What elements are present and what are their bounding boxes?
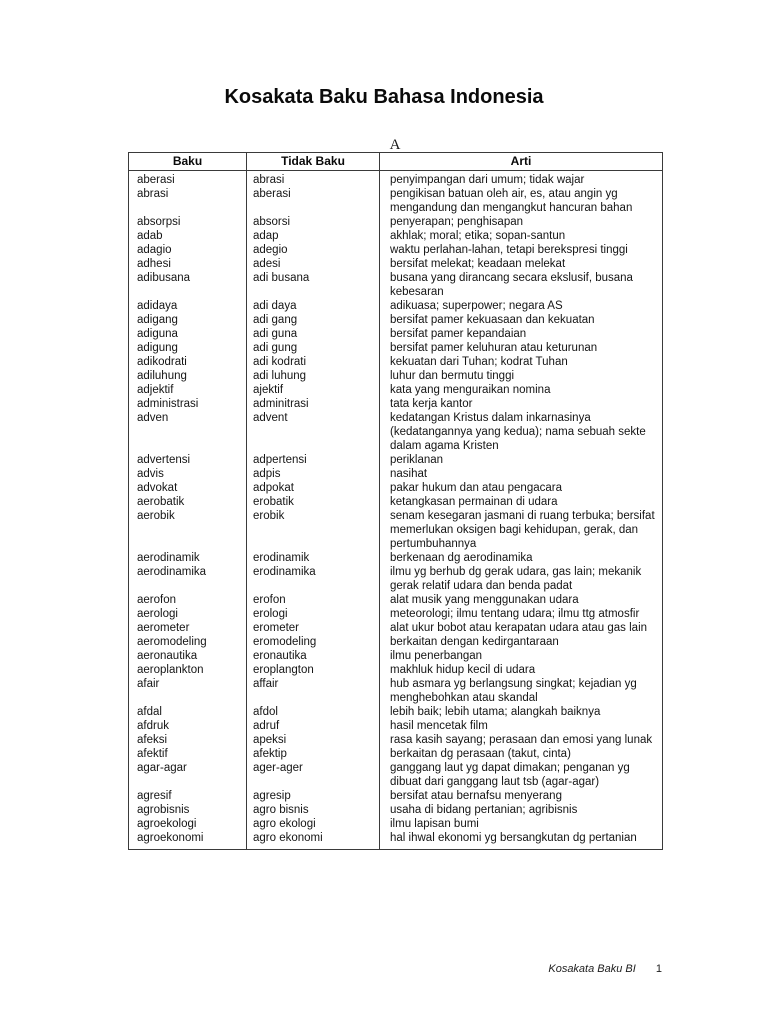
baku-cell: advokat: [129, 481, 247, 495]
tidak-baku-cell: eroplangton: [247, 663, 380, 677]
table-row: [129, 635, 663, 649]
table-row: [129, 831, 663, 850]
column-header-tidak-baku: Tidak Baku: [247, 153, 380, 171]
tidak-baku-cell: apeksi: [247, 733, 380, 747]
tidak-baku-cell: absorsi: [247, 215, 380, 229]
arti-cell: akhlak; moral; etika; sopan-santun: [380, 229, 663, 243]
baku-cell: aerofon: [129, 593, 247, 607]
table-row: [129, 663, 663, 677]
table-row: [129, 719, 663, 733]
table-row: [129, 313, 663, 327]
table-row: [129, 565, 663, 593]
arti-cell: kata yang menguraikan nomina: [380, 383, 663, 397]
table-row: [129, 789, 663, 803]
arti-cell: hal ihwal ekonomi yg bersangkutan dg pertanian: [380, 831, 663, 850]
baku-cell: aerodinamik: [129, 551, 247, 565]
table-row: [129, 677, 663, 705]
tidak-baku-cell: erobik: [247, 509, 380, 551]
baku-cell: adiluhung: [129, 369, 247, 383]
arti-cell: ketangkasan permainan di udara: [380, 495, 663, 509]
table-row: [129, 271, 663, 299]
baku-cell: adigung: [129, 341, 247, 355]
arti-cell: kekuatan dari Tuhan; kodrat Tuhan: [380, 355, 663, 369]
tidak-baku-cell: affair: [247, 677, 380, 705]
tidak-baku-cell: adi kodrati: [247, 355, 380, 369]
baku-cell: adhesi: [129, 257, 247, 271]
footer-page-number: 1: [655, 963, 662, 975]
arti-cell: ilmu penerbangan: [380, 649, 663, 663]
arti-cell: kedatangan Kristus dalam inkarnasinya (kedatangannya yang kedua); nama sebuah sekte dalam agama Kristen: [380, 411, 663, 453]
arti-cell: bersifat pamer kekuasaan dan kekuatan: [380, 313, 663, 327]
arti-cell: meteorologi; ilmu tentang udara; ilmu ttg atmosfir: [380, 607, 663, 621]
tidak-baku-cell: adegio: [247, 243, 380, 257]
page-title: Kosakata Baku Bahasa Indonesia: [224, 86, 544, 108]
baku-cell: advis: [129, 467, 247, 481]
table-row: [129, 229, 663, 243]
arti-cell: berkaitan dengan kedirgantaraan: [380, 635, 663, 649]
table-row: [129, 705, 663, 719]
baku-cell: agroekonomi: [129, 831, 247, 850]
baku-cell: advertensi: [129, 453, 247, 467]
arti-cell: bersifat melekat; keadaan melekat: [380, 257, 663, 271]
page-footer: [548, 962, 662, 976]
baku-cell: aerobik: [129, 509, 247, 551]
table-row: [129, 649, 663, 663]
baku-cell: aerodinamika: [129, 565, 247, 593]
baku-cell: aerometer: [129, 621, 247, 635]
tidak-baku-cell: erometer: [247, 621, 380, 635]
arti-cell: waktu perlahan-lahan, tetapi berekspresi tinggi: [380, 243, 663, 257]
arti-cell: ilmu yg berhub dg gerak udara, gas lain; mekanik gerak relatif udara dan benda padat: [380, 565, 663, 593]
baku-cell: aeroplankton: [129, 663, 247, 677]
table-row: [129, 171, 663, 188]
baku-cell: aeromodeling: [129, 635, 247, 649]
baku-cell: aberasi: [129, 171, 247, 188]
baku-cell: absorpsi: [129, 215, 247, 229]
tidak-baku-cell: erodinamika: [247, 565, 380, 593]
tidak-baku-cell: adi busana: [247, 271, 380, 299]
arti-cell: luhur dan bermutu tinggi: [380, 369, 663, 383]
arti-cell: adikuasa; superpower; negara AS: [380, 299, 663, 313]
baku-cell: agroekologi: [129, 817, 247, 831]
arti-cell: hub asmara yg berlangsung singkat; kejadian yg menghebohkan atau skandal: [380, 677, 663, 705]
table-row: [129, 761, 663, 789]
tidak-baku-cell: adi luhung: [247, 369, 380, 383]
tidak-baku-cell: adi gung: [247, 341, 380, 355]
baku-cell: adagio: [129, 243, 247, 257]
tidak-baku-cell: adi guna: [247, 327, 380, 341]
table-row: [129, 593, 663, 607]
baku-cell: adiguna: [129, 327, 247, 341]
table-row: [129, 467, 663, 481]
tidak-baku-cell: adpokat: [247, 481, 380, 495]
arti-cell: penyerapan; penghisapan: [380, 215, 663, 229]
arti-cell: lebih baik; lebih utama; alangkah baiknya: [380, 705, 663, 719]
arti-cell: nasihat: [380, 467, 663, 481]
table-row: [129, 509, 663, 551]
table-row: [129, 621, 663, 635]
table-row: [129, 187, 663, 215]
table-row: [129, 803, 663, 817]
column-header-arti: Arti: [380, 153, 663, 171]
tidak-baku-cell: adpis: [247, 467, 380, 481]
baku-cell: aerobatik: [129, 495, 247, 509]
baku-cell: aeronautika: [129, 649, 247, 663]
arti-cell: busana yang dirancang secara ekslusif, busana kebesaran: [380, 271, 663, 299]
tidak-baku-cell: afdol: [247, 705, 380, 719]
baku-cell: afair: [129, 677, 247, 705]
arti-cell: ganggang laut yg dapat dimakan; penganan yg dibuat dari ganggang laut tsb (agar-agar): [380, 761, 663, 789]
baku-cell: abrasi: [129, 187, 247, 215]
arti-cell: pakar hukum dan atau pengacara: [380, 481, 663, 495]
arti-cell: usaha di bidang pertanian; agribisnis: [380, 803, 663, 817]
vocabulary-table: [128, 152, 663, 850]
tidak-baku-cell: eromodeling: [247, 635, 380, 649]
baku-cell: agar-agar: [129, 761, 247, 789]
tidak-baku-cell: erologi: [247, 607, 380, 621]
tidak-baku-cell: afektip: [247, 747, 380, 761]
table-row: [129, 327, 663, 341]
tidak-baku-cell: aberasi: [247, 187, 380, 215]
tidak-baku-cell: erofon: [247, 593, 380, 607]
baku-cell: afdal: [129, 705, 247, 719]
tidak-baku-cell: eronautika: [247, 649, 380, 663]
baku-cell: afdruk: [129, 719, 247, 733]
arti-cell: tata kerja kantor: [380, 397, 663, 411]
arti-cell: hasil mencetak film: [380, 719, 663, 733]
table-row: [129, 453, 663, 467]
footer-document-title: Kosakata Baku BI: [548, 963, 636, 975]
arti-cell: ilmu lapisan bumi: [380, 817, 663, 831]
vocabulary-table-header: [129, 153, 663, 171]
tidak-baku-cell: agro ekologi: [247, 817, 380, 831]
tidak-baku-cell: erodinamik: [247, 551, 380, 565]
arti-cell: alat ukur bobot atau kerapatan udara atau gas lain: [380, 621, 663, 635]
arti-cell: periklanan: [380, 453, 663, 467]
table-row: [129, 495, 663, 509]
section-letter: A: [389, 137, 401, 153]
table-row: [129, 481, 663, 495]
baku-cell: agresif: [129, 789, 247, 803]
arti-cell: berkaitan dg perasaan (takut, cinta): [380, 747, 663, 761]
tidak-baku-cell: adi daya: [247, 299, 380, 313]
tidak-baku-cell: adpertensi: [247, 453, 380, 467]
table-row: [129, 817, 663, 831]
table-row: [129, 607, 663, 621]
vocabulary-table-body: [129, 171, 663, 850]
baku-cell: adigang: [129, 313, 247, 327]
header-row: [129, 153, 663, 171]
table-row: [129, 341, 663, 355]
table-row: [129, 299, 663, 313]
table-row: [129, 397, 663, 411]
tidak-baku-cell: abrasi: [247, 171, 380, 188]
table-row: [129, 257, 663, 271]
arti-cell: penyimpangan dari umum; tidak wajar: [380, 171, 663, 188]
arti-cell: alat musik yang menggunakan udara: [380, 593, 663, 607]
tidak-baku-cell: adruf: [247, 719, 380, 733]
arti-cell: berkenaan dg aerodinamika: [380, 551, 663, 565]
tidak-baku-cell: adi gang: [247, 313, 380, 327]
arti-cell: bersifat pamer keluhuran atau keturunan: [380, 341, 663, 355]
tidak-baku-cell: adminitrasi: [247, 397, 380, 411]
table-row: [129, 355, 663, 369]
baku-cell: agrobisnis: [129, 803, 247, 817]
table-row: [129, 383, 663, 397]
baku-cell: afektif: [129, 747, 247, 761]
table-row: [129, 411, 663, 453]
tidak-baku-cell: agro ekonomi: [247, 831, 380, 850]
baku-cell: adab: [129, 229, 247, 243]
baku-cell: adibusana: [129, 271, 247, 299]
baku-cell: adidaya: [129, 299, 247, 313]
tidak-baku-cell: agresip: [247, 789, 380, 803]
table-row: [129, 551, 663, 565]
tidak-baku-cell: erobatik: [247, 495, 380, 509]
table-row: [129, 733, 663, 747]
arti-cell: senam kesegaran jasmani di ruang terbuka; bersifat memerlukan oksigen bagi kehidupan, gerak, dan pertumbuhannya: [380, 509, 663, 551]
tidak-baku-cell: adesi: [247, 257, 380, 271]
arti-cell: rasa kasih sayang; perasaan dan emosi yang lunak: [380, 733, 663, 747]
table-row: [129, 215, 663, 229]
tidak-baku-cell: ajektif: [247, 383, 380, 397]
baku-cell: adikodrati: [129, 355, 247, 369]
baku-cell: adven: [129, 411, 247, 453]
baku-cell: adjektif: [129, 383, 247, 397]
arti-cell: bersifat pamer kepandaian: [380, 327, 663, 341]
column-header-baku: Baku: [129, 153, 247, 171]
table-row: [129, 243, 663, 257]
baku-cell: administrasi: [129, 397, 247, 411]
baku-cell: afeksi: [129, 733, 247, 747]
tidak-baku-cell: agro bisnis: [247, 803, 380, 817]
arti-cell: makhluk hidup kecil di udara: [380, 663, 663, 677]
tidak-baku-cell: adap: [247, 229, 380, 243]
table-row: [129, 369, 663, 383]
arti-cell: bersifat atau bernafsu menyerang: [380, 789, 663, 803]
arti-cell: pengikisan batuan oleh air, es, atau angin yg mengandung dan mengangkut hancuran bahan: [380, 187, 663, 215]
tidak-baku-cell: ager-ager: [247, 761, 380, 789]
tidak-baku-cell: advent: [247, 411, 380, 453]
baku-cell: aerologi: [129, 607, 247, 621]
table-row: [129, 747, 663, 761]
